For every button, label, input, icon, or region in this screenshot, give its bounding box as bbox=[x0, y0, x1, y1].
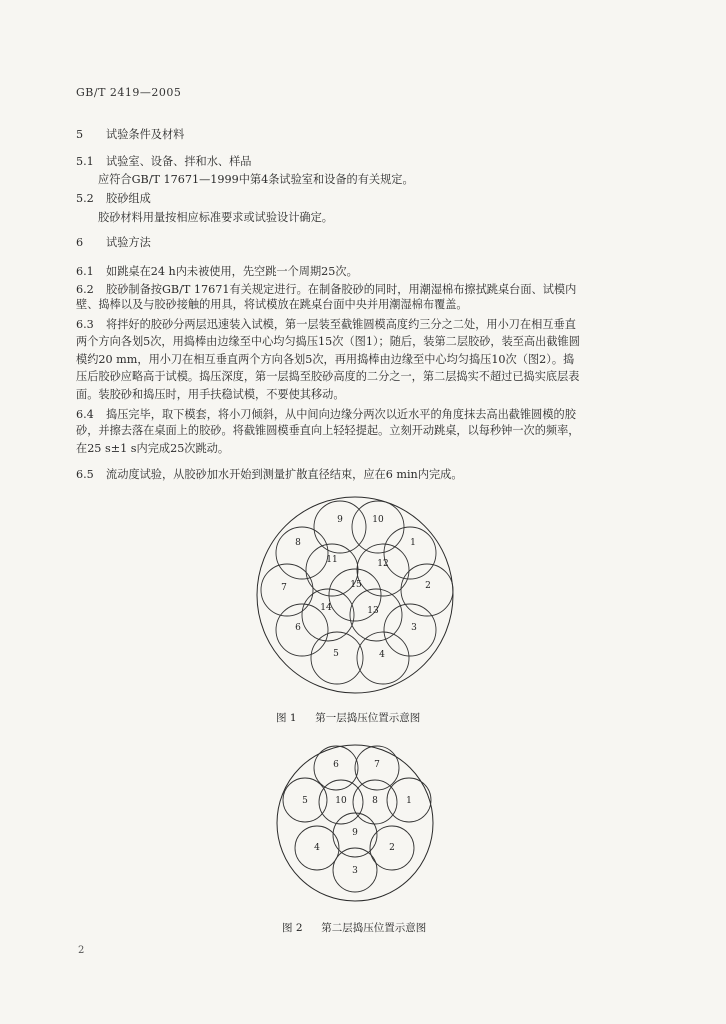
section-text: 两个方向各划5次，用捣棒由边缘至中心均匀捣压15次（图1）；随后，装第二层胶砂，装至高出截锥圆 bbox=[76, 335, 580, 348]
section-text: 试验条件及材料 bbox=[106, 128, 185, 141]
section-text: 在25 s±1 s内完成25次跳动。 bbox=[76, 442, 230, 455]
figure-1-position-label: 11 bbox=[326, 555, 338, 565]
section-number: 5.1 bbox=[76, 155, 94, 168]
section-text: 砂，并擦去落在桌面上的胶砂。将截锥圆模垂直向上轻轻提起。立刻开动跳桌，以每秒钟一次的频率， bbox=[76, 424, 580, 437]
section-text: 面。装胶砂和捣压时，用手扶稳试模，不要使其移动。 bbox=[76, 388, 345, 401]
section-number: 5 bbox=[76, 128, 84, 141]
body-line bbox=[76, 424, 579, 438]
figure-2-title: 第二层捣压位置示意图 bbox=[321, 922, 427, 934]
body-line bbox=[76, 370, 579, 384]
section-line-6 bbox=[76, 236, 151, 250]
section-number: 5.2 bbox=[76, 192, 94, 205]
figure-2-position-label: 1 bbox=[406, 796, 412, 806]
section-text: 应符合GB/T 17671—1999中第4条试验室和设备的有关规定。 bbox=[98, 173, 414, 186]
body-line bbox=[76, 335, 580, 349]
section-text: 捣压完毕，取下模套，将小刀倾斜，从中间向边缘分两次以近水平的角度抹去高出截锥圆模的胶 bbox=[106, 408, 576, 421]
figure-1-number: 图 1 bbox=[276, 712, 297, 724]
section-line-6-1 bbox=[76, 265, 358, 279]
figure-1-title: 第一层捣压位置示意图 bbox=[315, 712, 421, 724]
page-number: 2 bbox=[78, 945, 85, 956]
figure-2-position-label: 2 bbox=[389, 843, 395, 853]
figure-2-position-label: 6 bbox=[333, 760, 339, 770]
section-line-6-4 bbox=[76, 408, 576, 422]
figure-2-position-label: 3 bbox=[352, 866, 358, 876]
figure-1-position-label: 14 bbox=[320, 603, 332, 613]
figure-1-position-label: 4 bbox=[379, 650, 385, 660]
section-text: 胶砂组成 bbox=[106, 192, 151, 205]
section-text: 壁、捣棒以及与胶砂接触的用具，将试模放在跳桌台面中央并用潮湿棉布覆盖。 bbox=[76, 298, 468, 311]
figure-1-position-label: 3 bbox=[411, 623, 417, 633]
section-number: 6.3 bbox=[76, 318, 94, 331]
section-text: 压后胶砂应略高于试模。捣压深度，第一层捣至胶砂高度的二分之一，第二层捣实不超过已捣实底层表 bbox=[76, 370, 580, 383]
section-text: 如跳桌在24 h内未被使用，先空跳一个周期25次。 bbox=[106, 265, 358, 278]
section-number: 6.1 bbox=[76, 265, 94, 278]
figure-1-position-label: 10 bbox=[372, 515, 384, 525]
body-line bbox=[76, 298, 468, 312]
figure-2-position-label: 9 bbox=[352, 828, 358, 838]
section-text: 胶砂材料用量按相应标准要求或试验设计确定。 bbox=[98, 211, 333, 224]
figure-1-position-label: 1 bbox=[410, 538, 416, 548]
section-line-6-2 bbox=[76, 283, 576, 297]
figure-1-position-label: 7 bbox=[281, 583, 287, 593]
body-line bbox=[76, 388, 345, 402]
body-line bbox=[76, 353, 574, 367]
body-line bbox=[76, 442, 229, 456]
section-line-5-2 bbox=[76, 192, 151, 206]
section-text: 将拌好的胶砂分两层迅速装入试模，第一层装至截锥圆模高度约三分之二处，用小刀在相互垂直 bbox=[106, 318, 576, 331]
section-text: 胶砂制备按GB/T 17671有关规定进行。在制备胶砂的同时，用潮湿棉布擦拭跳桌台面、试模内 bbox=[106, 283, 577, 296]
figure-2-position-label: 7 bbox=[374, 760, 380, 770]
section-line-6-3 bbox=[76, 318, 576, 332]
figure-1-position-label: 6 bbox=[295, 623, 301, 633]
section-number: 6.4 bbox=[76, 408, 94, 421]
body-line bbox=[98, 211, 333, 225]
figure-2-diagram bbox=[272, 740, 438, 906]
figure-2-position-label: 5 bbox=[302, 796, 308, 806]
section-number: 6.5 bbox=[76, 468, 94, 481]
figure-1-caption bbox=[276, 710, 420, 725]
section-text: 流动度试验，从胶砂加水开始到测量扩散直径结束，应在6 min内完成。 bbox=[106, 468, 463, 481]
section-line-6-5 bbox=[76, 468, 463, 482]
figure-2-position-label: 10 bbox=[335, 796, 347, 806]
figure-2-position-label: 4 bbox=[314, 843, 320, 853]
section-text: 模约20 mm，用小刀在相互垂直两个方向各划5次，再用捣棒由边缘至中心均匀捣压10次（图2）。捣 bbox=[76, 353, 575, 366]
section-number: 6 bbox=[76, 236, 84, 249]
section-line-5-1 bbox=[76, 155, 251, 169]
figure-1-position-label: 15 bbox=[350, 580, 362, 590]
figure-1-position-label: 8 bbox=[295, 538, 301, 548]
figure-1-position-label: 2 bbox=[425, 581, 431, 591]
figure-1-position-label: 9 bbox=[337, 515, 343, 525]
figure-2-caption bbox=[282, 920, 426, 935]
section-number: 6.2 bbox=[76, 283, 94, 296]
body-line bbox=[98, 173, 414, 187]
figure-2-position-label: 8 bbox=[372, 796, 378, 806]
figure-1-position-label: 12 bbox=[377, 559, 389, 569]
figure-2-number: 图 2 bbox=[282, 922, 303, 934]
figure-1-position-label: 5 bbox=[333, 649, 339, 659]
section-line-5 bbox=[76, 128, 184, 142]
section-text: 试验室、设备、拌和水、样品 bbox=[106, 155, 252, 168]
section-text: 试验方法 bbox=[106, 236, 151, 249]
standard-code-header: GB/T 2419—2005 bbox=[76, 86, 182, 99]
figure-1-position-label: 13 bbox=[367, 606, 379, 616]
figure-1-diagram bbox=[250, 490, 460, 700]
